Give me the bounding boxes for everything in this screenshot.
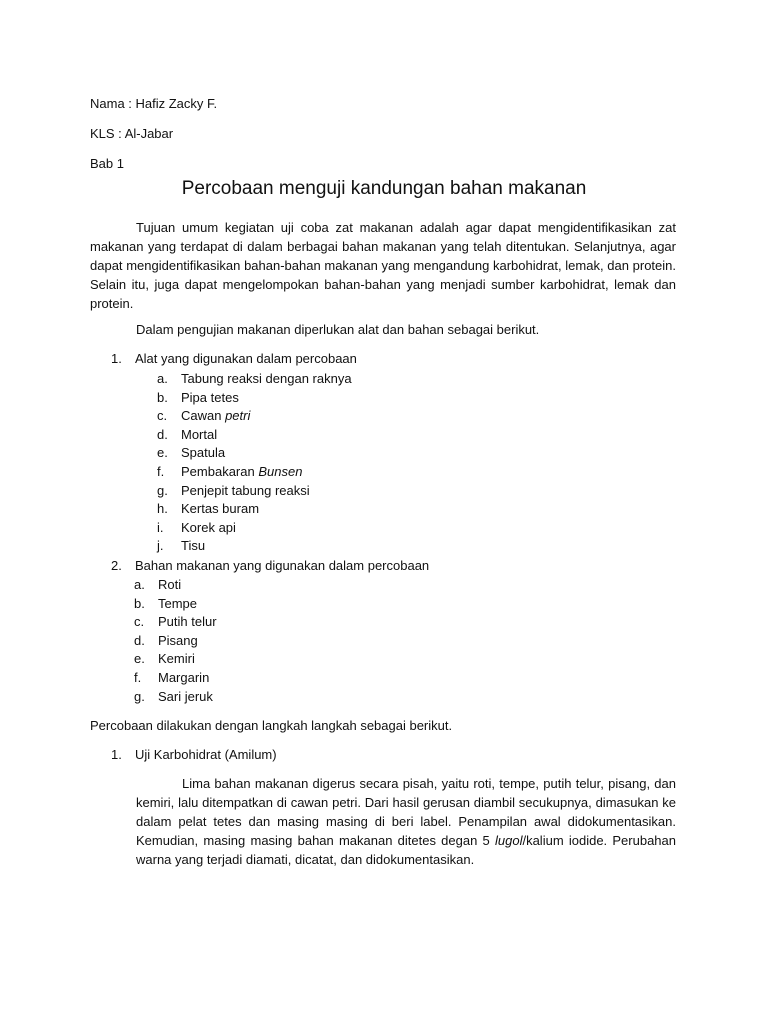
list-item: [134, 669, 434, 688]
list-item-letter: d.: [157, 426, 168, 442]
list-item-label: Korek api: [181, 519, 236, 535]
list-item-text: [158, 576, 181, 595]
list-item-letter: h.: [157, 501, 168, 517]
list-item-italic: petri: [225, 408, 251, 424]
list2-number: 2.: [111, 558, 122, 573]
list-item-letter: b.: [134, 595, 145, 611]
list-item: [134, 595, 434, 614]
list1-number: 1.: [111, 351, 122, 366]
list-item-label: Roti: [158, 577, 182, 592]
intro-paragraph: Tujuan umum kegiatan uji coba zat makanan adalah agar dapat mengidentifikasikan zat makanan yang terdapat di dalam berbagai bahan makanan yang telah ditentukan. Selanjutnya, agar dapat mengidentifikasikan bahan-bahan makanan yang mengandung karbohidrat, lemak, dan protein. Selain itu, juga dapat mengelompokan bahan-bahan yang menjadi sumber karbohidrat, lemak dan protein.: [90, 220, 676, 311]
steps-intro: Percobaan dilakukan dengan langkah langkah sebagai berikut.: [90, 718, 453, 733]
list-item-letter: e.: [134, 651, 145, 667]
list-item-label: Pisang: [158, 632, 198, 648]
list-item-label: Mortal: [181, 426, 218, 442]
list-item-text: [181, 482, 310, 501]
list-item: [157, 370, 457, 389]
list-item-label: Tabung reaksi dengan raknya: [181, 371, 352, 386]
list-item-text: [181, 463, 302, 482]
list-item-text: [158, 669, 209, 688]
list-item-label: Tisu: [181, 538, 206, 554]
step1-text-after: /kalium iodide. Perubahan warna yang terjadi diamati, dicatat, dan didokumentasikan.: [136, 833, 676, 867]
ingredients-list: [134, 576, 434, 706]
list-item: [157, 407, 457, 426]
list-item: [157, 482, 457, 501]
list-item-text: [181, 444, 225, 463]
list-item: [157, 500, 457, 519]
list-item-text: [181, 370, 352, 389]
list-item-label: Putih telur: [158, 614, 217, 630]
list-item: [157, 389, 457, 408]
tools-list: [157, 370, 457, 556]
list-item: [157, 537, 457, 556]
list-item-text: [158, 632, 198, 651]
list1-title: Alat yang digunakan dalam percobaan: [135, 351, 357, 366]
list-item-text: [181, 500, 259, 519]
list-item-letter: g.: [134, 688, 145, 704]
list-item: [134, 688, 434, 707]
list-item-label: Tempe: [158, 595, 198, 611]
list-item-text: [158, 650, 195, 669]
student-name: Nama : Hafiz Zacky F.: [90, 96, 218, 111]
list-item: [134, 576, 434, 595]
list-item-text: [158, 595, 197, 614]
list-item-letter: e.: [157, 445, 168, 461]
list2-title: Bahan makanan yang digunakan dalam percobaan: [135, 558, 430, 573]
step1-text-before: Lima bahan makanan digerus secara pisah, yaitu roti, tempe, putih telur, pisang, dan kemiri, lalu ditempatkan di cawan petri. Dari hasil gerusan diambil secukupnya, dimasukan ke dalam pelat tetes dan masing masing di beri label. Penampilan awal didokumentasikan. Kemudian, masing masing bahan makanan ditetes degan 5: [136, 776, 676, 848]
step1-heading: [111, 747, 511, 767]
list-item-text: [181, 537, 205, 556]
list-item-label: Margarin: [158, 669, 210, 685]
list-item-letter: c.: [134, 614, 145, 630]
list-item-text: [181, 426, 217, 445]
list-item-text: [181, 519, 236, 538]
list-item: [157, 444, 457, 463]
list-item-letter: f.: [157, 463, 165, 479]
list-item-label: Kertas buram: [181, 501, 260, 517]
list-item-text: [181, 389, 239, 408]
step1-paragraph: [136, 774, 676, 869]
list-item-text: [158, 613, 217, 632]
list-item-letter: a.: [157, 371, 168, 386]
list2-heading: [111, 558, 511, 578]
list-item-label: Cawan: [181, 408, 226, 424]
list-item: [134, 632, 434, 651]
list-item-letter: g.: [157, 482, 168, 498]
list-item-label: Kemiri: [158, 651, 195, 667]
list-item-letter: a.: [134, 577, 145, 592]
list-item-letter: j.: [157, 538, 164, 554]
tools-intro: Dalam pengujian makanan diperlukan alat dan bahan sebagai berikut.: [136, 322, 540, 337]
list-item-letter: f.: [134, 669, 142, 685]
step1-title: Uji Karbohidrat (Amilum): [135, 747, 277, 762]
list-item-italic: Bunsen: [258, 463, 303, 479]
list-item-label: Pipa tetes: [181, 389, 239, 405]
list-item-letter: d.: [134, 632, 145, 648]
step1-text-italic: lugol: [495, 833, 523, 848]
list-item: [157, 426, 457, 445]
student-class: KLS : Al-Jabar: [90, 126, 174, 141]
list-item-label: Pembakaran: [181, 463, 259, 479]
list-item-label: Sari jeruk: [158, 688, 213, 704]
list1-heading: [111, 351, 511, 371]
list-item-text: [181, 407, 250, 426]
list-item-label: Spatula: [181, 445, 226, 461]
list-item: [134, 650, 434, 669]
list-item-text: [158, 688, 213, 707]
list-item-label: Penjepit tabung reaksi: [181, 482, 310, 498]
step1-number: 1.: [111, 747, 122, 762]
list-item-letter: c.: [157, 408, 168, 424]
list-item: [134, 613, 434, 632]
list-item-letter: i.: [157, 519, 164, 535]
page-title: Percobaan menguji kandungan bahan makanan: [181, 178, 587, 199]
list-item-letter: b.: [157, 389, 168, 405]
list-item: [157, 519, 457, 538]
chapter-label: Bab 1: [90, 156, 124, 171]
list-item: [157, 463, 457, 482]
